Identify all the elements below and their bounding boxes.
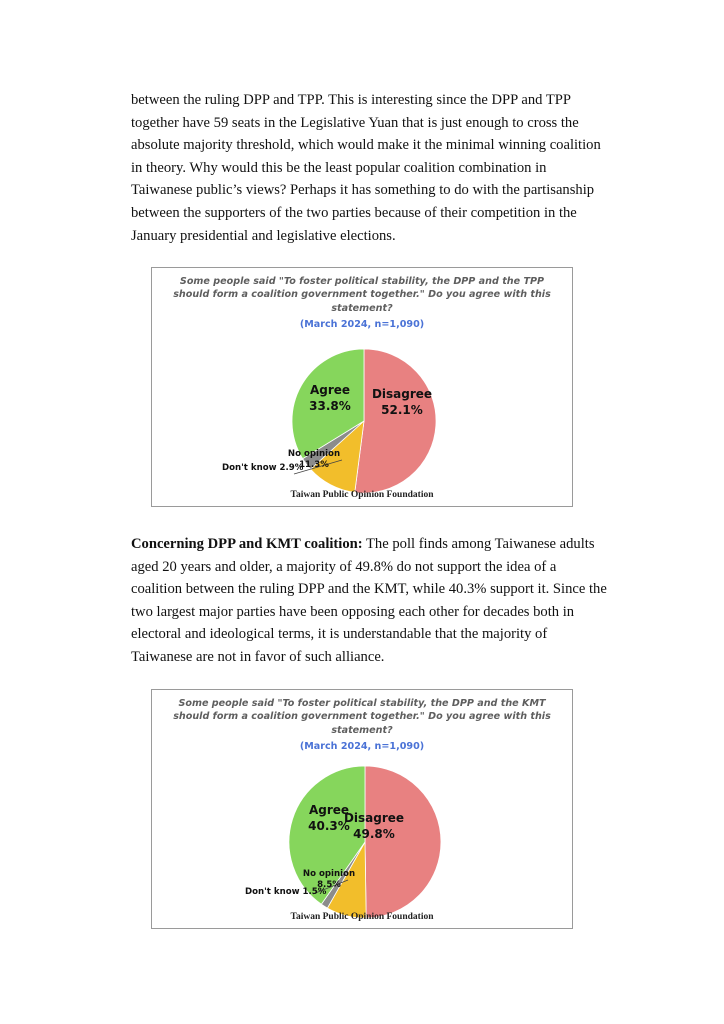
pie-chart-dpp-kmt: [151, 689, 573, 929]
slice-value-agree: 40.3%: [308, 819, 350, 833]
pie-chart-dpp-tpp: [151, 267, 573, 507]
slice-label-no-opinion: No opinion: [302, 869, 356, 879]
slice-label-dont-know: Don't know 2.9%: [222, 463, 304, 473]
slice-value-disagree: 49.8%: [353, 827, 395, 841]
slice-label-disagree: Disagree: [343, 811, 405, 825]
slice-label-disagree: Disagree: [371, 387, 433, 401]
slice-label-agree: Agree: [308, 803, 350, 817]
slice-value-no-opinion: 11.3%: [299, 460, 329, 470]
pie-slice-disagree: [355, 349, 436, 493]
slice-label-dont-know: Don't know 1.5%: [245, 887, 327, 897]
slice-value-disagree: 52.1%: [381, 403, 423, 417]
pie-svg: [152, 690, 572, 928]
paragraph-lead: Concerning DPP and KMT coalition:: [131, 536, 363, 552]
slice-value-no-opinion: 8.5%: [317, 880, 341, 890]
chart-subtitle: (March 2024, n=1,090): [299, 741, 425, 752]
pie-svg: [152, 268, 572, 506]
slice-label-no-opinion: No opinion: [287, 449, 341, 459]
chart-title: Some people said "To foster political stability, the DPP and the KMT should form a coalition government together." Do you agree with this statement?: [173, 698, 551, 736]
chart-source: Taiwan Public Opinion Foundation: [290, 912, 434, 922]
chart-title: Some people said "To foster political stability, the DPP and the TPP should form a coalition government together." Do you agree with this statement?: [173, 276, 551, 314]
paragraph-dpp-kmt: [131, 533, 611, 669]
chart-source: Taiwan Public Opinion Foundation: [290, 490, 434, 500]
chart-subtitle: (March 2024, n=1,090): [299, 319, 425, 330]
pie-slice-disagree: [365, 766, 441, 918]
slice-label-agree: Agree: [309, 383, 351, 397]
paragraph-body: The poll finds among Taiwanese adults aged 20 years and older, a majority of 49.8% do not support the idea of a coalition between the ruling DPP and the KMT, while 40.3% support it. Since the two largest major parties have been opposing each other for decades both in electoral and ideological terms, it is understandable that the majority of Taiwanese are not in favor of such alliance.: [131, 536, 607, 665]
paragraph-dpp-tpp: between the ruling DPP and TPP. This is interesting since the DPP and TPP together have 59 seats in the Legislative Yuan that is just enough to cross the absolute majority threshold, which would make it the minimal winning coalition in theory. Why would this be the least popular coalition combination in Taiwanese public’s views? Perhaps it has something to do with the partisanship between the supporters of the two parties because of their competition in the January presidential and legislative elections.: [131, 92, 601, 244]
slice-value-agree: 33.8%: [309, 399, 351, 413]
